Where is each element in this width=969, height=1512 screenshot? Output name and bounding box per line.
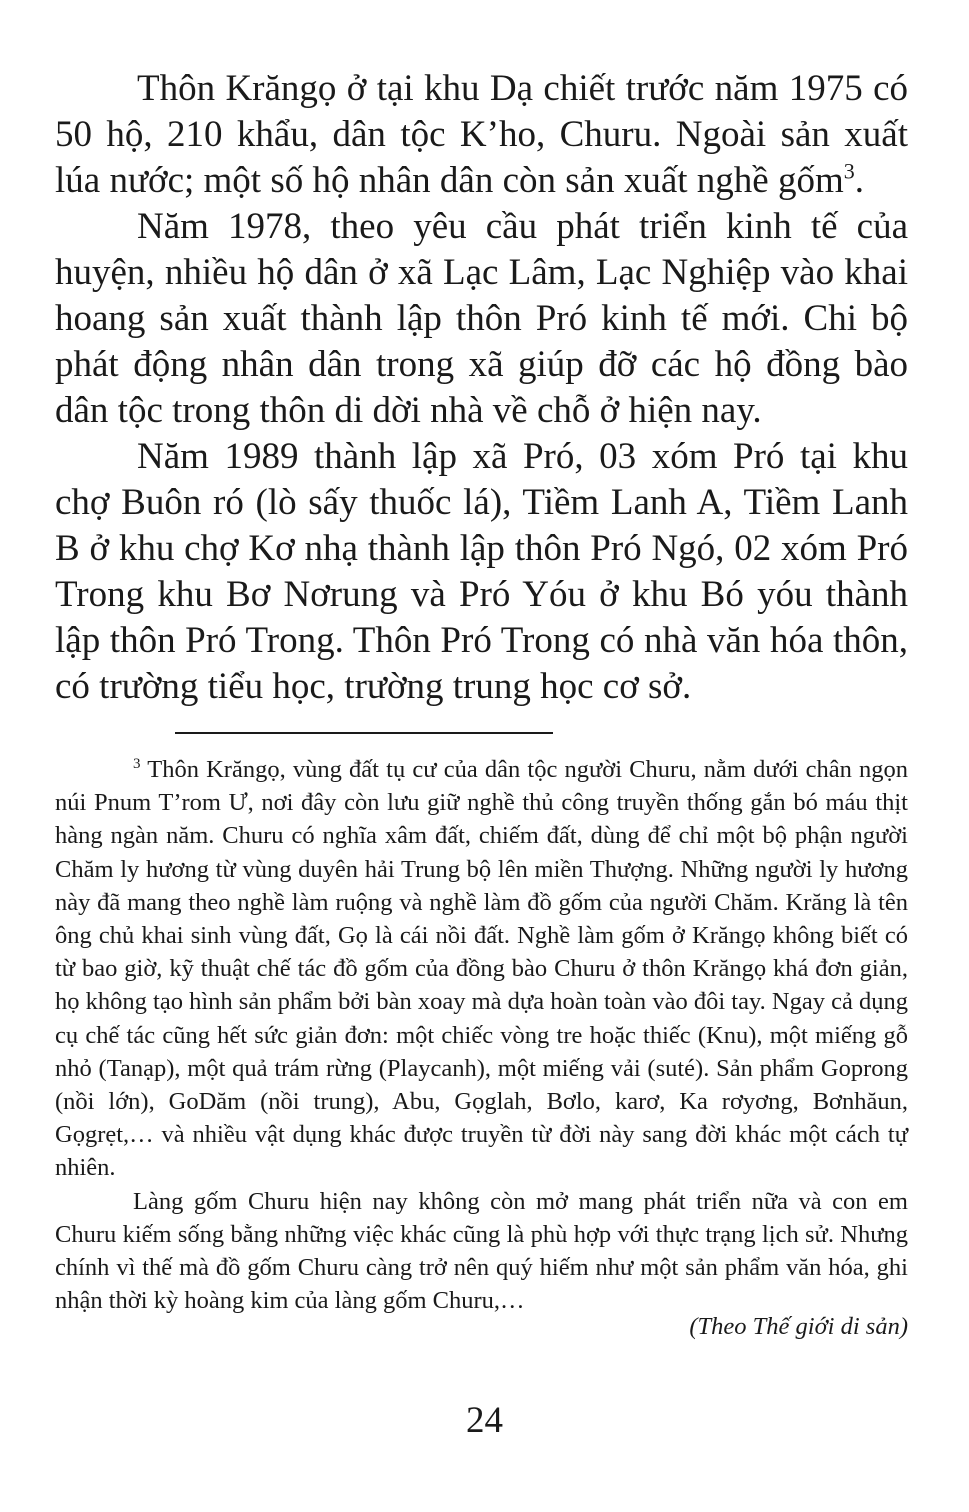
paragraph-2: Năm 1978, theo yêu cầu phát triển kinh tế của huyện, nhiều hộ dân ở xã Lạc Lâm, Lạc Nghiệp vào khai hoang sản xuất thành lập thôn Pró kinh tế mới. Chi bộ phát động nhân dân trong xã giúp đỡ các hộ đồng bào dân tộc trong thôn di dời nhà về chỗ ở hiện nay. xyxy=(55,206,908,431)
footnote-marker: 3 xyxy=(133,755,141,772)
footnote-text-1: Thôn Krăngọ, vùng đất tụ cư của dân tộc người Churu, nằm dưới chân ngọn núi Pnum T’rom Ư, nơi đây còn lưu giữ nghề thủ công truyền thống gắn bó máu thịt hàng ngàn năm. Churu có nghĩa xâm đất, chiếm đất, dùng để chỉ một bộ phận người Chăm ly hương từ vùng duyên hải Trung bộ lên miền Thượng. Những người ly hương này đã mang theo nghề làm ruộng và nghề làm đồ gốm của người Chăm. Krăng là tên ông chủ khai sinh vùng đất, Gọ là cái nồi đất. Nghề làm gốm ở Krăngọ không biết có từ bao giờ, kỹ thuật chế tác đồ gốm của đồng bào Churu ở thôn Krăngọ khá đơn giản, họ không tạo hình sản phẩm bởi bàn xoay mà dựa hoàn toàn vào đôi tay. Ngay cả dụng cụ chế tác cũng hết sức giản đơn: một chiếc vòng tre hoặc thiếc (Knu), một miếng gỗ nhỏ (Tanạp), một quả trám rừng (Playcanh), một miếng vải (suté). Sản phẩm Goprong (nồi lớn), GoDăm (nồi trung), Abu, Gọglah, Bơlo, karơ, Ka rơyơng, Bơnhăun, Gọgrẹt,… và nhiều vật dụng khác được truyền từ đời này sang đời khác một cách tự nhiên. xyxy=(55,756,908,1182)
footnote-source: (Theo Thế giới di sản) xyxy=(689,1313,908,1340)
footnote-separator xyxy=(175,732,553,734)
footnote-paragraph-1 xyxy=(55,753,908,1185)
footnote-section xyxy=(55,753,908,1317)
page-number: 24 xyxy=(466,1400,503,1441)
paragraph-3: Năm 1989 thành lập xã Pró, 03 xóm Pró tại khu chợ Buôn ró (lò sấy thuốc lá), Tiềm Lanh A, Tiềm Lanh B ở khu chợ Kơ nhạ thành lập thôn Pró Ngó, 02 xóm Pró Trong khu Bơ Nơrung và Pró Yóu ở khu Bó yóu thành lập thôn Pró Trong. Thôn Pró Trong có nhà văn hóa thôn, có trường tiểu học, trường trung học cơ sở. xyxy=(55,436,908,707)
footnote-reference[interactable]: 3 xyxy=(843,158,855,184)
paragraph-1-end: . xyxy=(854,160,864,201)
footnote-paragraph-2: Làng gốm Churu hiện nay không còn mở mang phát triển nữa và con em Churu kiếm sống bằng những việc khác cũng là phù hợp với thực trạng lịch sử. Nhưng chính vì thế mà đồ gốm Churu càng trở nên quý hiếm như một sản phẩm văn hóa, ghi nhận thời kỳ hoàng kim của làng gốm Churu,… xyxy=(55,1187,908,1315)
paragraph-1-text: Thôn Krăngọ ở tại khu Dạ chiết trước năm 1975 có 50 hộ, 210 khẩu, dân tộc K’ho, Churu. Ngoài sản xuất lúa nước; một số hộ nhân dân còn sản xuất nghề gốm xyxy=(55,68,908,201)
paragraph-1 xyxy=(55,66,908,204)
main-text xyxy=(55,66,908,710)
